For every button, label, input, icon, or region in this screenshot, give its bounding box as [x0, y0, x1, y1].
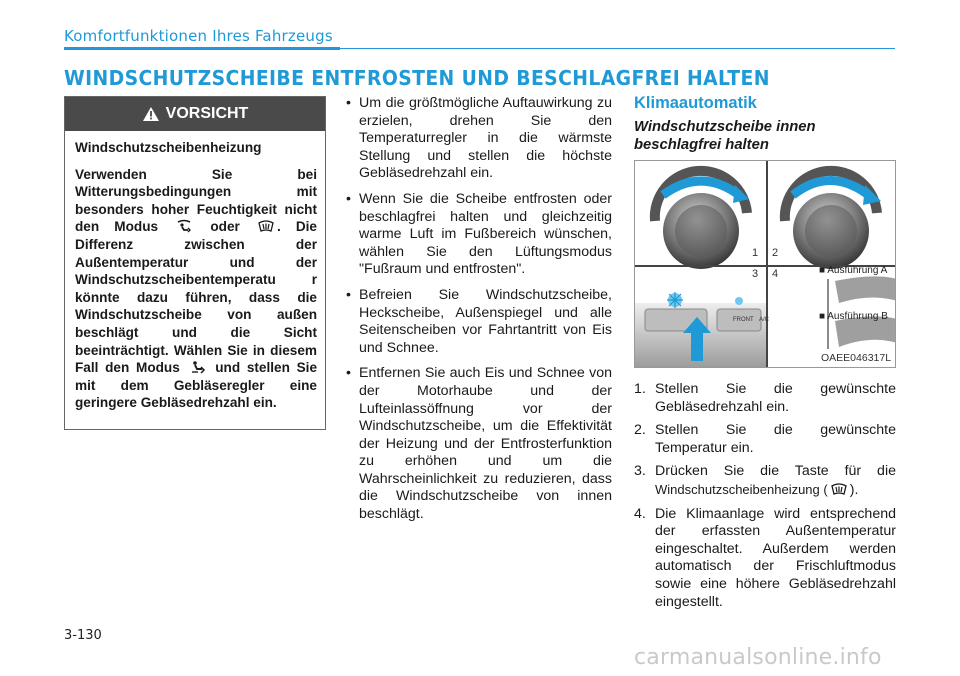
header-rule-thin: [340, 48, 895, 49]
list-item: • Befreien Sie Windschutzscheibe, Heckscheibe, Außenspiegel und alle Seitenscheiben vor Fahrtantritt von Eis und Schnee.: [346, 287, 612, 357]
figure-label: 1: [752, 247, 759, 259]
caution-text: Verwenden Sie bei Witterungsbedingungen mit besonders hoher Feuchtigkeit nicht den Modus oder . Die Differenz zwischen der Außentemperatur und der Windschutzscheibentemperatu r könnte dazu führen, dass die Windschutzscheibe von außen beschlägt und die Sicht beeinträchtigt. Wählen Sie in diesem Fall den Modus und stellen Sie mit dem Gebläseregler eine geringere Gebläsedrehzahl ein.: [75, 166, 318, 411]
figure-code: OAEE046317L: [821, 352, 892, 364]
control-panel-figure: [634, 160, 896, 368]
list-item: 1. Stellen Sie die gewünschte Gebläsedrehzahl ein.: [634, 381, 896, 415]
caution-body: [65, 131, 325, 412]
tips-list: [346, 95, 612, 524]
section-header: Komfortfunktionen Ihres Fahrzeugs: [64, 27, 333, 45]
sub-heading: Klimaautomatik: [634, 94, 757, 112]
windshield-defrost-icon: [830, 482, 848, 496]
watermark: carmanualsonline.info: [634, 645, 882, 670]
floor-mode-icon: [189, 360, 207, 374]
list-item: 2. Stellen Sie die gewünschte Temperatur ein.: [634, 422, 896, 456]
variant-b-label: ■ Ausführung B: [819, 311, 888, 322]
caution-header: [65, 97, 325, 131]
procedure-heading: Windschutzscheibe innen beschlagfrei halten: [634, 119, 816, 153]
ac-button-label: A/C: [759, 317, 770, 323]
floor-defrost-mode-icon: [175, 219, 193, 233]
caution-heading: Windschutzscheibenheizung: [75, 140, 262, 155]
list-item: • Entfernen Sie auch Eis und Schnee von der Motorhaube und der Lufteinlassöffnung vor der Windschutzscheibe, um die Effektivität der Heizung und der Entfrosterfunktion zu erhöhen und um die Wahrscheinlichkeit zu reduzieren, dass die Windschutzscheibe von innen beschlägt.: [346, 365, 612, 523]
list-item: • Um die größtmögliche Auftauwirkung zu erzielen, drehen Sie den Temperaturregler in die wärmste Stellung und stellen die höchste Gebläsedrehzahl ein.: [346, 95, 612, 183]
middle-column: [346, 95, 612, 532]
figure-label: 2: [772, 247, 779, 259]
list-item: 3. Drücken Sie die Taste für die Windschutzscheibenheizung ( ).: [634, 463, 896, 498]
figure-label: 4: [772, 268, 779, 280]
page-title: WINDSCHUTZSCHEIBE ENTFROSTEN UND BESCHLAGFREI HALTEN: [64, 66, 770, 90]
list-item: 4. Die Klimaanlage wird entsprechend der erfassten Außentemperatur eingeschaltet. Außerdem werden automatisch der Frischluftmodus sowie eine höhere Gebläsedrehzahl eingestellt.: [634, 505, 896, 610]
list-item: • Wenn Sie die Scheibe entfrosten oder beschlagfrei halten und gleichzeitig warme Luft im Fußbereich wünschen, wählen Sie den Lüftungsmodus "Fußraum und entfrosten".: [346, 191, 612, 279]
caution-label: VORSICHT: [165, 105, 249, 122]
front-button-label: FRONT: [733, 317, 754, 323]
figure-label: 3: [752, 268, 759, 280]
windshield-defrost-icon: [257, 219, 275, 233]
caution-box: [64, 96, 326, 430]
header-rule: [64, 47, 340, 50]
procedure-steps: [634, 381, 896, 617]
page-number: 3-130: [64, 628, 102, 643]
warning-icon: [142, 106, 160, 122]
variant-a-label: ■ Ausführung A: [819, 265, 888, 276]
